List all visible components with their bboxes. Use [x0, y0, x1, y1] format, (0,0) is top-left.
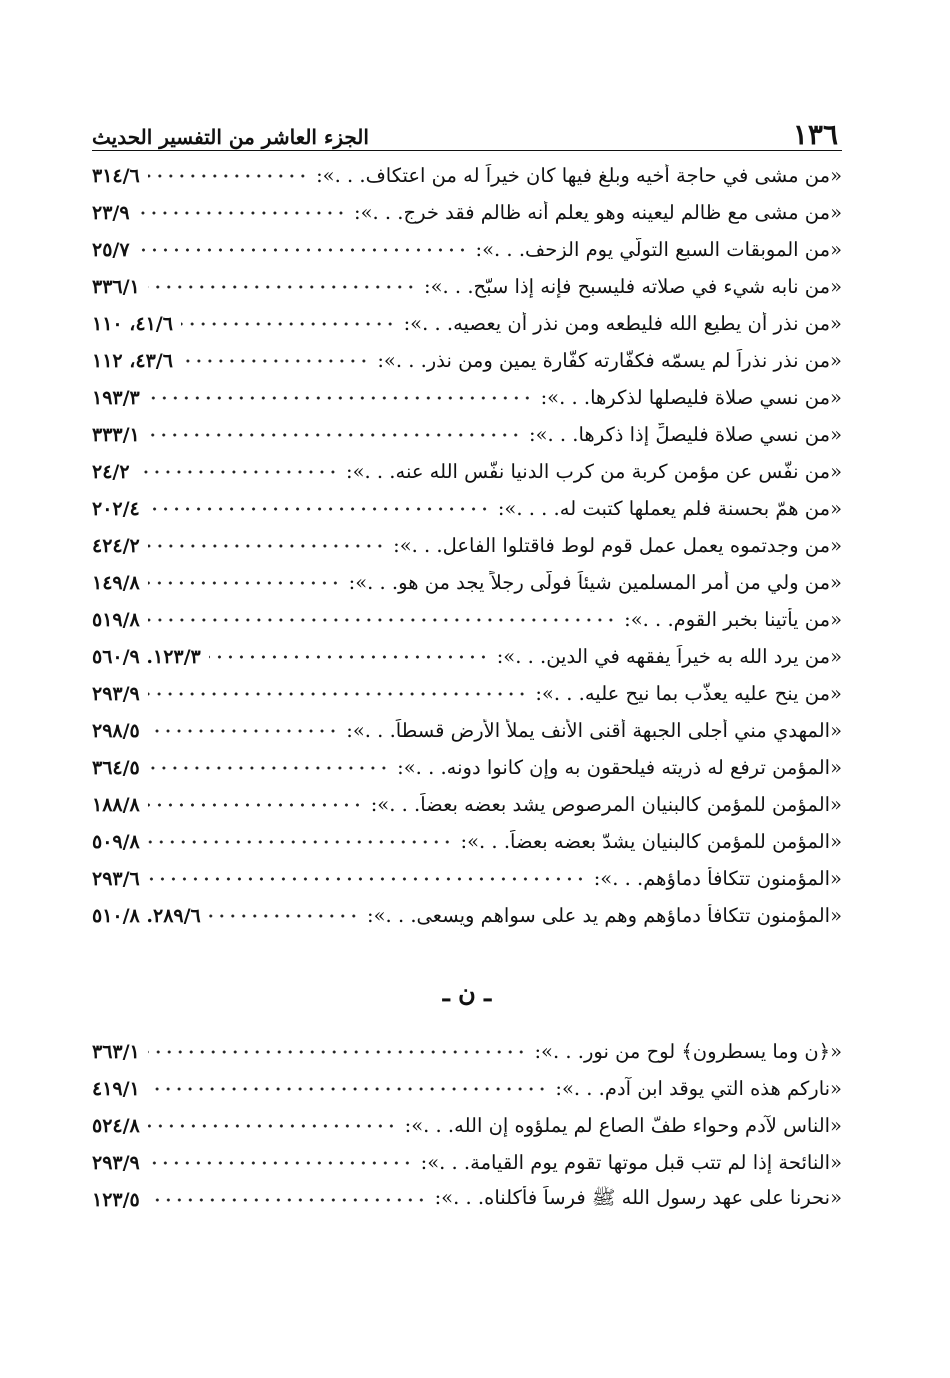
- leader-dots: [148, 803, 363, 807]
- entry-text: «ناركم هذه التي يوقد ابن آدم. . .»:: [555, 1077, 842, 1100]
- index-entry: [92, 1144, 842, 1181]
- entry-text: «من يأتينا بخبر القوم. . .»:: [624, 608, 842, 631]
- page-number: ١٣٦: [792, 118, 838, 151]
- leader-dots: [148, 692, 528, 696]
- index-entry: [92, 1107, 842, 1144]
- entry-text: «من ينح عليه يعذّب بما نيح عليه. . .»:: [535, 682, 842, 705]
- entry-reference: ١٨٨/٨: [92, 793, 140, 816]
- index-entry: [92, 342, 842, 379]
- entry-reference: ١٩٣/٣: [92, 386, 140, 409]
- index-entry: [92, 675, 842, 712]
- index-entry: [92, 305, 842, 342]
- running-title: الجزء العاشر من التفسير الحديث: [92, 125, 369, 149]
- entry-text: «المهدي مني أجلى الجبهة أقنى الأنف يملأ الأرض قسطاً. . .»:: [346, 719, 842, 742]
- entry-text: «المؤمنون تتكافأ دماؤهم وهم يد على سواهم ويسعى. . .»:: [367, 904, 842, 927]
- entry-text: «من نذر أن يطيع الله فليطعه ومن نذر أن يعصيه. . .»:: [403, 312, 842, 335]
- entry-text: «من وجدتموه يعمل عمل قوم لوط فاقتلوا الفاعل. . .»:: [393, 534, 842, 557]
- entry-reference: ٥١٩/٨: [92, 608, 140, 631]
- entry-reference: ٤٣/٦، ١١٢: [92, 349, 173, 372]
- entry-text: «من الموبقات السبع التولّي يوم الزحف. . .»:: [475, 238, 842, 261]
- index-entry: [92, 564, 842, 601]
- entry-text: «من نفّس عن مؤمن كربة من كرب الدنيا نفّس الله عنه. . .»:: [346, 460, 842, 483]
- index-entry: [92, 194, 842, 231]
- leader-dots: [138, 470, 338, 474]
- entry-reference: ٢٥/٧: [92, 238, 130, 261]
- index-entry: [92, 268, 842, 305]
- entry-text: «نحرنا على عهد رسول الله ﷺ فرساً فأكلناه. . .»:: [434, 1185, 842, 1209]
- index-entry: [92, 823, 842, 860]
- leader-dots: [181, 359, 369, 363]
- index-entry: [92, 749, 842, 786]
- leader-dots: [209, 655, 489, 659]
- index-entry: [92, 860, 842, 897]
- entry-reference: ٣٦٣/١: [92, 1040, 140, 1063]
- leader-dots: [138, 211, 346, 215]
- entry-reference: ٢٩٣/٩: [92, 682, 140, 705]
- index-entry: [92, 601, 842, 638]
- leader-dots: [209, 914, 359, 918]
- leader-dots: [148, 766, 389, 770]
- leader-dots: [148, 1124, 397, 1128]
- index-entry: [92, 897, 842, 934]
- hadith-index-list: [92, 157, 842, 934]
- entry-reference: ٣٣٦/١: [92, 275, 140, 298]
- leader-dots: [148, 433, 521, 437]
- leader-dots: [148, 285, 416, 289]
- index-entry: [92, 638, 842, 675]
- index-entry: [92, 490, 842, 527]
- entry-text: «من نابه شيء في صلاته فليسبح فإنه إذا سبّح. . .»:: [424, 275, 842, 298]
- index-entry: [92, 231, 842, 268]
- entry-reference: ٥٢٤/٨: [92, 1114, 140, 1137]
- entry-reference: ٢٩٣/٩: [92, 1151, 140, 1174]
- leader-dots: [148, 507, 490, 511]
- index-entry: [92, 527, 842, 564]
- entry-text: «المؤمن ترفع له ذريته فيلحقون به وإن كانوا دونه. . .»:: [397, 756, 842, 779]
- leader-dots: [148, 1198, 427, 1202]
- index-entry: [92, 1181, 842, 1218]
- entry-text: «من همّ بحسنة فلم يعملها كتبت له. . . .»:: [497, 497, 842, 520]
- entry-text: «المؤمن للمؤمن كالبنيان يشدّ بعضه بعضاً. . .»:: [460, 830, 842, 853]
- leader-dots: [148, 877, 586, 881]
- entry-reference: ٣٦٤/٥: [92, 756, 140, 779]
- leader-dots: [148, 544, 385, 548]
- index-entry: [92, 712, 842, 749]
- entry-text: «المؤمنون تتكافأ دماؤهم. . .»:: [593, 867, 842, 890]
- index-entry: [92, 786, 842, 823]
- entry-text: «﴿ن وما يسطرون﴾ لوح من نور. . .»:: [534, 1040, 842, 1063]
- entry-reference: ٢٩٨/٥: [92, 719, 140, 742]
- leader-dots: [148, 396, 533, 400]
- entry-reference: ٢٣/٩: [92, 201, 130, 224]
- entry-reference: ٢٤/٢: [92, 460, 130, 483]
- leader-dots: [148, 581, 341, 585]
- entry-reference: ٢٨٩/٦. ٥١٠/٨: [92, 904, 201, 927]
- leader-dots: [138, 248, 468, 252]
- index-entry: [92, 379, 842, 416]
- entry-text: «من نذر نذراً لم يسمّه فكفّارته كفّارة يمين ومن نذر. . .»:: [377, 349, 842, 372]
- entry-reference: ٥٠٩/٨: [92, 830, 140, 853]
- leader-dots: [148, 729, 339, 733]
- leader-dots: [148, 174, 308, 178]
- entry-reference: ٤١٩/١: [92, 1077, 140, 1100]
- index-entry: [92, 1033, 842, 1070]
- index-entry: [92, 157, 842, 194]
- entry-reference: ٤١/٦، ١١٠: [92, 312, 173, 335]
- hadith-index-list-nun: [92, 1033, 842, 1218]
- index-entry: [92, 416, 842, 453]
- entry-text: «من نسي صلاة فليصلِّ إذا ذكرها. . .»:: [529, 423, 842, 446]
- entry-reference: ٢٩٣/٦: [92, 867, 140, 890]
- leader-dots: [148, 618, 616, 622]
- entry-reference: ٢٠٢/٤: [92, 497, 140, 520]
- entry-reference: ٤٢٤/٢: [92, 534, 140, 557]
- book-page: [92, 108, 842, 1218]
- leader-dots: [148, 1050, 527, 1054]
- leader-dots: [181, 322, 396, 326]
- entry-text: «من ولي من أمر المسلمين شيئاً فولّى رجلاً يجد من هو. . .»:: [348, 571, 842, 594]
- entry-text: «الناس لآدم وحواء طفّ الصاع لم يملؤوه إن الله. . .»:: [404, 1114, 842, 1137]
- entry-reference: ٣١٤/٦: [92, 164, 140, 187]
- index-entry: [92, 453, 842, 490]
- entry-text: «من نسي صلاة فليصلها لذكرها. . .»:: [540, 386, 842, 409]
- entry-reference: ٣٣٣/١: [92, 423, 140, 446]
- entry-reference: ١٢٣/٥: [92, 1188, 140, 1211]
- entry-text: «من يرد الله به خيراً يفقهه في الدين. . .»:: [496, 645, 842, 668]
- leader-dots: [148, 840, 453, 844]
- section-heading-nun: ـ ن ـ: [442, 978, 492, 1007]
- entry-text: «النائحة إذا لم تتب قبل موتها تقوم يوم القيامة. . .»:: [420, 1151, 842, 1174]
- leader-dots: [148, 1161, 413, 1165]
- entry-text: «المؤمن للمؤمن كالبنيان المرصوص يشد بعضه بعضاً. . .»:: [370, 793, 842, 816]
- index-entry: [92, 1070, 842, 1107]
- leader-dots: [148, 1087, 548, 1091]
- entry-text: «من مشى في حاجة أخيه وبلغ فيها كان خيراً له من اعتكاف. . .»:: [316, 164, 842, 187]
- entry-reference: ١٤٩/٨: [92, 571, 140, 594]
- entry-reference: ١٢٣/٣. ٥٦٠/٩: [92, 645, 201, 668]
- entry-text: «من مشى مع ظالم ليعينه وهو يعلم أنه ظالم فقد خرج. . .»:: [354, 201, 842, 224]
- page-header: [92, 108, 842, 151]
